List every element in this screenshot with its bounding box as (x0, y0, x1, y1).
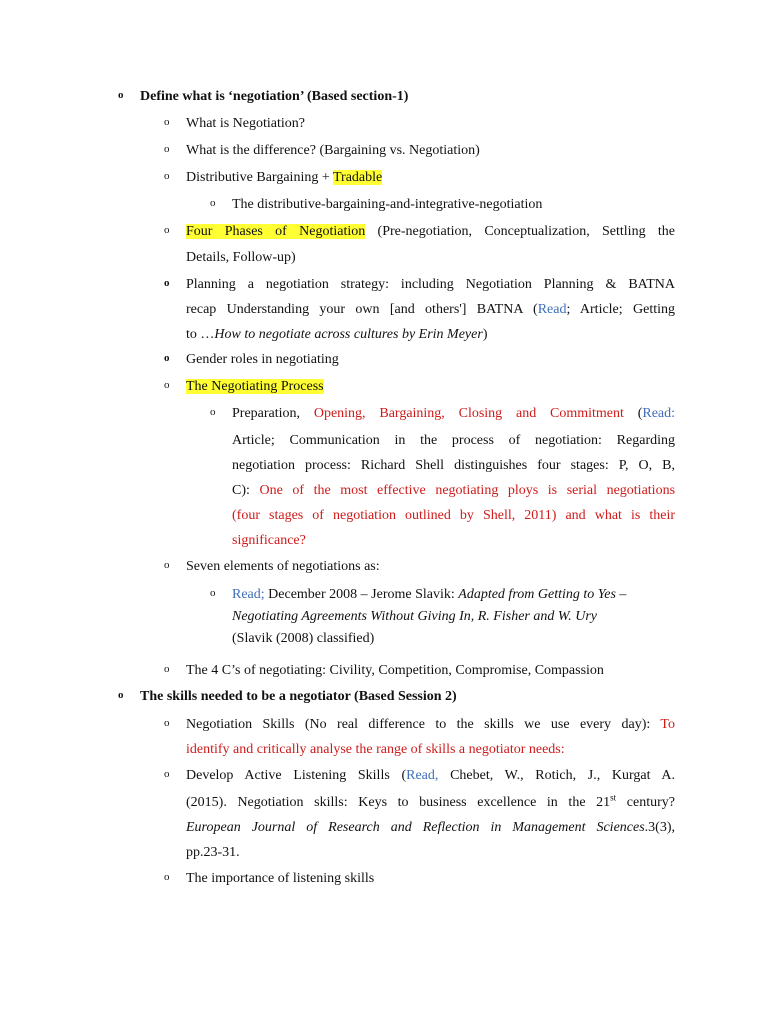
bullet-marker: o (164, 352, 170, 364)
section-2-heading: The skills needed to be a negotiator (Based Session 2) (140, 689, 457, 704)
bullet-marker: o (118, 689, 124, 701)
list-item: Seven elements of negotiations as: (186, 559, 380, 574)
bullet-marker: o (164, 116, 170, 128)
emphasis-text: identify and critically analyse the range of skills a negotiator needs: (186, 742, 565, 757)
list-item-text: C): (232, 483, 260, 498)
list-item-text: .3(3), (644, 820, 675, 835)
list-item-text: December 2008 – Jerome Slavik: (264, 587, 459, 602)
list-item (186, 378, 324, 396)
bullet-marker: o (210, 587, 216, 599)
bullet-marker: o (164, 224, 170, 236)
list-item-continuation: Details, Follow-up) (186, 250, 296, 265)
bullet-marker: o (164, 559, 170, 571)
sub-list-item-continuation: Article; Communication in the process of negotiation: Regarding (232, 433, 675, 448)
emphasis-text: (four stages of negotiation outlined by Shell, 2011) and what is their (232, 508, 675, 523)
list-item-continuation: pp.23-31. (186, 845, 240, 860)
bullet-marker: o (164, 143, 170, 155)
list-item-text: to … (186, 327, 215, 342)
list-item-text: Negotiation Skills (No real difference to the skills we use every day): (186, 717, 661, 732)
list-item: The importance of listening skills (186, 871, 375, 886)
bullet-marker: o (164, 170, 170, 182)
list-item-text: Distributive Bargaining + (186, 170, 333, 185)
list-item (186, 716, 675, 734)
sub-list-item-continuation: negotiation process: Richard Shell distinguishes four stages: P, O, B, (232, 458, 675, 473)
list-item-text: (Pre-negotiation, Conceptualization, Settling the (365, 224, 675, 239)
superscript: st (610, 792, 617, 803)
bullet-marker: o (164, 717, 170, 729)
list-item (186, 223, 675, 241)
list-item-text: Develop Active Listening Skills ( (186, 768, 407, 783)
sub-list-item-continuation (232, 482, 675, 500)
list-item: What is the difference? (Bargaining vs. Negotiation) (186, 143, 480, 158)
emphasis-text: To (660, 717, 675, 732)
emphasis-text: significance? (232, 533, 306, 548)
reference-title: How to negotiate across cultures by Erin Meyer (214, 327, 483, 342)
list-item-continuation (186, 819, 675, 837)
read-label: Read: (642, 406, 676, 421)
list-item-text: Preparation, (232, 406, 314, 421)
reference-title: Adapted from Getting to Yes – (458, 587, 627, 602)
bullet-marker: o (210, 197, 216, 209)
sub-list-item: The distributive-bargaining-and-integrative-negotiation (232, 197, 543, 212)
list-item-text: recap Understanding your own [and others'] BATNA ( (186, 302, 538, 317)
list-item-continuation (186, 301, 675, 319)
reference-title: European Journal of Research and Reflection in Management Sciences (186, 820, 645, 835)
list-item: Gender roles in negotiating (186, 352, 339, 367)
bullet-marker: o (210, 406, 216, 418)
bullet-marker: o (164, 663, 170, 675)
list-item (186, 169, 382, 187)
highlighted-text: Tradable (332, 170, 383, 185)
list-item-text: Chebet, W., Rotich, J., Kurgat A. (438, 768, 676, 783)
list-item-text: century? (616, 795, 675, 810)
list-item-continuation (186, 794, 675, 812)
list-item-text: ; Article; Getting (566, 302, 675, 317)
list-item: Planning a negotiation strategy: including Negotiation Planning & BATNA (186, 277, 675, 292)
list-item: What is Negotiation? (186, 116, 305, 131)
highlighted-text: The Negotiating Process (186, 379, 324, 394)
bullet-marker: o (118, 89, 124, 101)
bullet-marker: o (164, 277, 170, 289)
list-item (186, 767, 675, 785)
emphasis-text: One of the most effective negotiating ploys is serial negotiations (259, 483, 676, 498)
list-item-text: ( (623, 406, 643, 421)
sub-list-item (232, 405, 675, 423)
sub-list-item-continuation: (Slavik (2008) classified) (232, 631, 375, 646)
list-item-text: ) (482, 327, 488, 342)
read-label: Read (537, 302, 567, 317)
list-item: The 4 C’s of negotiating: Civility, Competition, Compromise, Compassion (186, 663, 604, 678)
sub-list-item (232, 586, 626, 604)
read-label: Read, (406, 768, 439, 783)
bullet-marker: o (164, 379, 170, 391)
read-label: Read; (232, 587, 265, 602)
list-item-text: (2015). Negotiation skills: Keys to business excellence in the 21 (186, 795, 611, 810)
bullet-marker: o (164, 871, 170, 883)
highlighted-text: Four Phases of Negotiation (186, 224, 366, 239)
emphasis-text: Opening, Bargaining, Closing and Commitment (313, 406, 624, 421)
list-item-continuation (186, 326, 487, 344)
section-1-heading: Define what is ‘negotiation’ (Based section-1) (140, 89, 409, 104)
bullet-marker: o (164, 768, 170, 780)
reference-title: Negotiating Agreements Without Giving In, R. Fisher and W. Ury (232, 609, 598, 624)
